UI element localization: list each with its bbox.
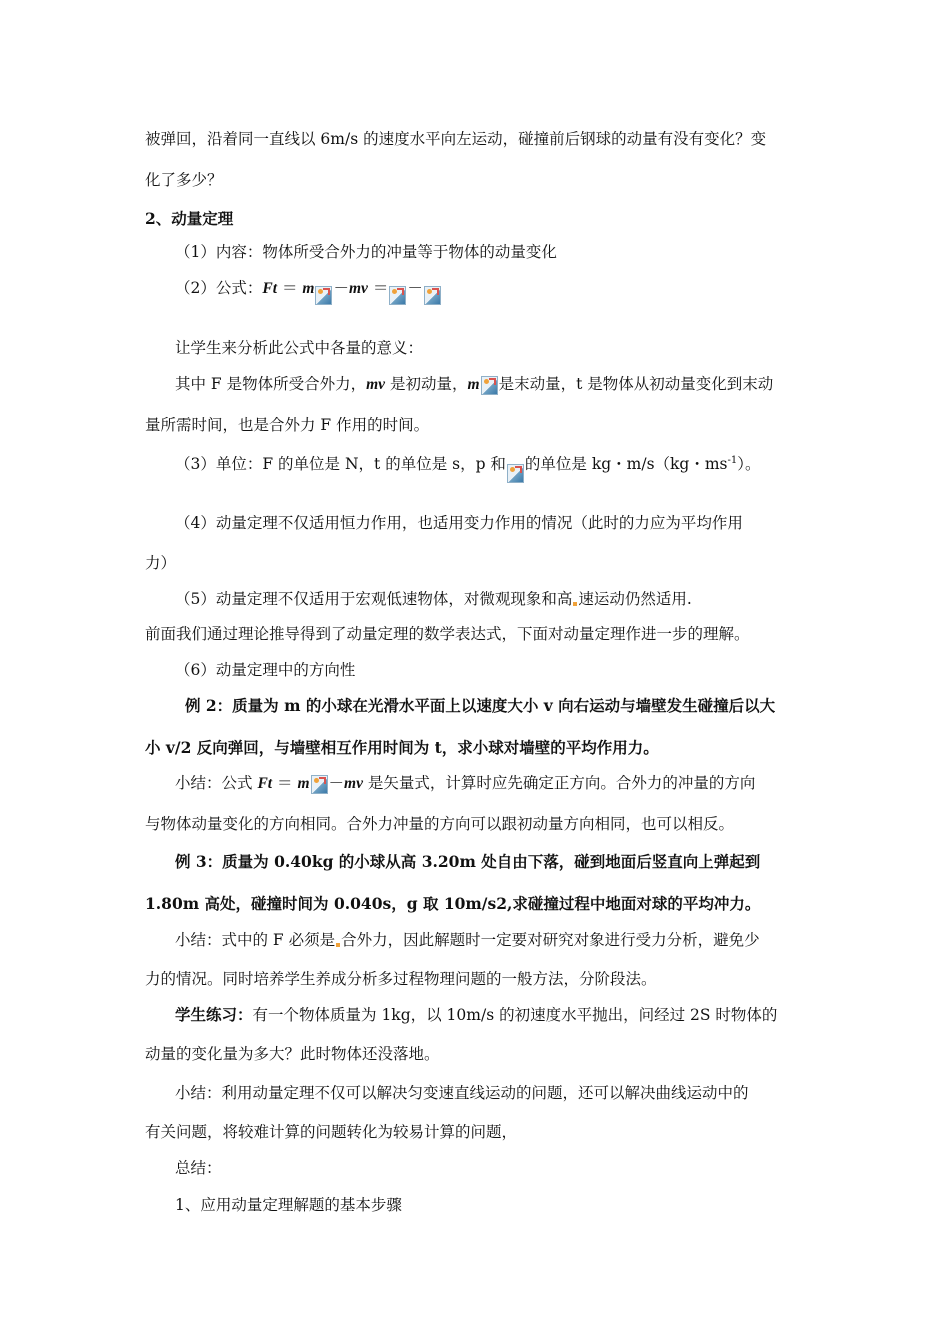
formula-image-icon: [315, 286, 332, 305]
marker-icon: [573, 602, 577, 606]
text-span: 合外力，因此解题时一定要对研究对象进行受力分析，避免少: [341, 931, 760, 949]
formula-ft: Ft: [257, 775, 273, 792]
marker-icon: [336, 943, 340, 947]
text-line: （1）内容：物体所受合外力的冲量等于物体的动量变化: [175, 243, 557, 261]
formula-ft: Ft: [262, 280, 278, 297]
text-line: （4）动量定理不仅适用恒力作用，也适用变力作用的情况（此时的力应为平均作用: [175, 514, 743, 532]
text-span: 是初动量，: [385, 375, 468, 393]
formula-mv: mv: [344, 775, 363, 792]
text-line: 有关问题，将较难计算的问题转化为较易计算的问题，: [145, 1123, 518, 1141]
text-line: 让学生来分析此公式中各量的意义：: [175, 339, 424, 357]
formula-mv: mv: [348, 280, 368, 297]
example-3-cont: 1.80m 高处，碰撞时间为 0.040s，g 取 10m/s2,求碰撞过程中地面对球的平均冲力。: [145, 894, 761, 913]
formula-label: （2）公式：: [175, 279, 263, 297]
text-span: 其中 F 是物体所受合外力，: [175, 375, 367, 393]
example-2-cont: 小 v/2 反向弹回，与墙壁相互作用时间为 t，求小球对墙壁的平均作用力。: [145, 738, 659, 757]
text-span: （3）单位：F 的单位是 N，t 的单位是 s，p 和: [175, 455, 506, 474]
formula-equals: ＝: [277, 279, 303, 297]
formula-m: m: [467, 376, 480, 393]
text-span: 的单位是 kg・m/s（kg・ms: [524, 455, 728, 474]
formula-equals: ＝: [272, 774, 298, 792]
text-line: 前面我们通过理论推导得到了动量定理的数学表达式，下面对动量定理作进一步的理解。: [145, 625, 750, 643]
formula-minus: －: [407, 279, 423, 297]
formula-image-icon: [424, 286, 441, 305]
text-span: 小结：公式: [175, 774, 258, 792]
text-span: ）。: [737, 455, 761, 474]
text-span: （5）动量定理不仅适用于宏观低速物体，对微观现象和高: [175, 590, 573, 608]
superscript: -1: [727, 455, 738, 466]
text-line: [175, 929, 760, 951]
formula-line: [175, 277, 442, 305]
text-line: 被弹回，沿着同一直线以 6m/s 的速度水平向左运动，碰撞前后钢球的动量有没有变化？变: [145, 130, 767, 148]
exercise-label: 学生练习：: [175, 1005, 253, 1024]
formula-image-icon: [481, 376, 498, 395]
text-line: 量所需时间，也是合外力 F 作用的时间。: [145, 416, 430, 434]
formula-image-icon: [311, 775, 328, 794]
text-line: 总结：: [175, 1159, 222, 1177]
formula-minus: －: [328, 774, 345, 792]
text-line: 力的情况。同时培养学生养成分析多过程物理问题的一般方法，分阶段法。: [145, 970, 657, 988]
formula-minus: －: [333, 279, 349, 297]
formula-equals: ＝: [367, 279, 389, 297]
text-line: 小结：利用动量定理不仅可以解决匀变速直线运动的问题，还可以解决曲线运动中的: [175, 1084, 749, 1102]
text-span: 有一个物体质量为 1kg，以 10m/s 的初速度水平抛出，问经过 2S 时物体的: [252, 1006, 778, 1024]
text-line: （6）动量定理中的方向性: [175, 661, 356, 679]
text-line: 化了多少？: [145, 171, 223, 189]
text-line: 1、应用动量定理解题的基本步骤: [175, 1196, 402, 1214]
formula-mv: mv: [366, 376, 386, 393]
example-2: 例 2：质量为 m 的小球在光滑水平面上以速度大小 v 向右运动与墙壁发生碰撞后以大: [185, 696, 776, 715]
text-line: [175, 588, 692, 610]
text-span: 速运动仍然适用.: [578, 590, 692, 608]
text-span: 小结：式中的 F 必须是: [175, 931, 336, 949]
text-span: 是末动量，t 是物体从初动量变化到末动: [498, 375, 774, 393]
formula-image-icon: [389, 286, 406, 305]
example-3: 例 3：质量为 0.40kg 的小球从高 3.20m 处自由下落，碰到地面后竖直向上弹起到: [175, 852, 761, 871]
formula-m: m: [302, 280, 315, 297]
formula-m: m: [297, 775, 310, 792]
text-line: [175, 1004, 777, 1026]
text-line: 与物体动量变化的方向相同。合外力冲量的方向可以跟初动量方向相同，也可以相反。: [145, 815, 735, 833]
text-line: 动量的变化量为多大？此时物体还没落地。: [145, 1045, 440, 1063]
section-heading: 2、动量定理: [145, 209, 234, 228]
text-line: [175, 450, 761, 483]
text-span: 是矢量式，计算时应先确定正方向。合外力的冲量的方向: [362, 774, 756, 792]
text-line: 力）: [145, 554, 177, 572]
text-line: [175, 772, 755, 795]
text-line: [175, 373, 773, 396]
formula-image-icon: [507, 464, 524, 483]
